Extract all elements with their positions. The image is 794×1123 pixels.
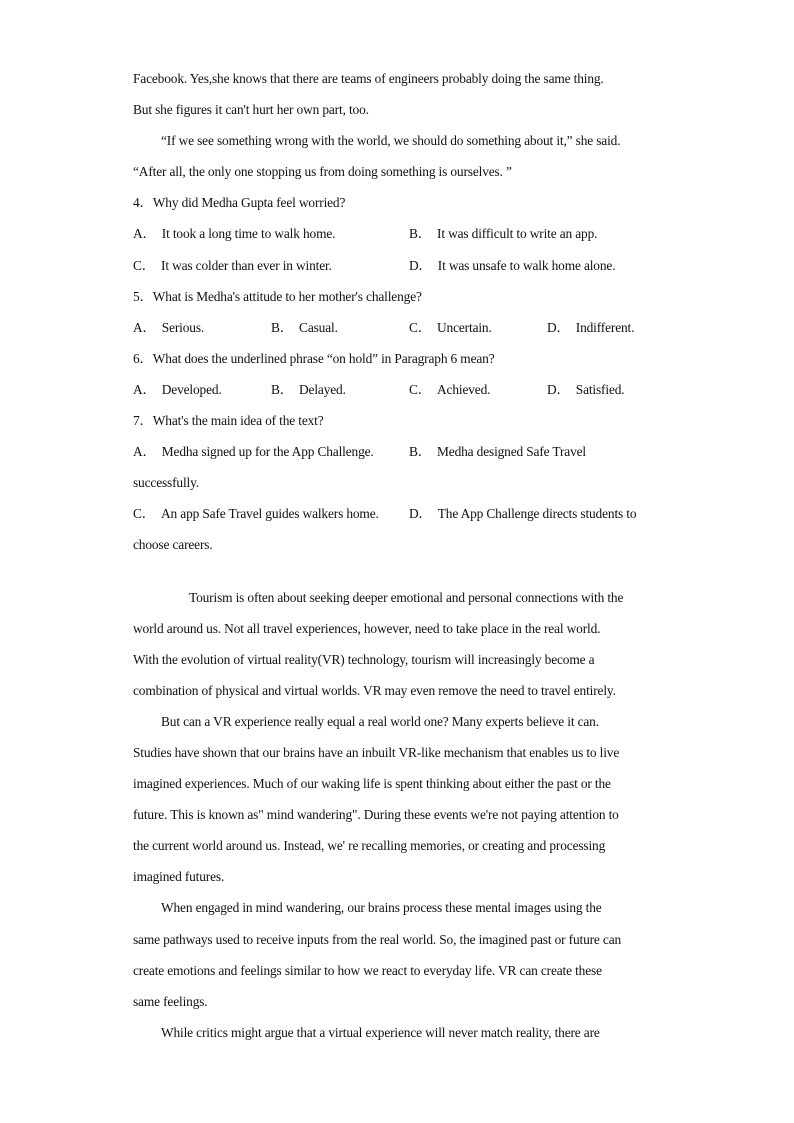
paragraph-line: With the evolution of virtual reality(VR) technology, tourism will increasingly become a bbox=[133, 651, 595, 667]
question-stem: 5．What is Medha's attitude to her mother's challenge? bbox=[133, 288, 422, 304]
option-row bbox=[133, 374, 663, 405]
paragraph-line: same feelings. bbox=[133, 993, 208, 1009]
paragraph-line: same pathways used to receive inputs from the real world. So, the imagined past or future can bbox=[133, 931, 622, 947]
paragraph-line: When engaged in mind wandering, our brains process these mental images using the bbox=[161, 900, 602, 916]
option-c: C． An app Safe Travel guides walkers home. bbox=[133, 506, 379, 522]
option-d: D． Satisfied. bbox=[547, 381, 625, 397]
option-a: A． Serious. bbox=[133, 319, 205, 335]
paragraph-line: “After all, the only one stopping us from doing something is ourselves. ” bbox=[133, 164, 512, 180]
option-c: C． It was colder than ever in winter. bbox=[133, 257, 332, 273]
paragraph-line: combination of physical and virtual worlds. VR may even remove the need to travel entirely. bbox=[133, 682, 616, 698]
option-d: D． Indifferent. bbox=[547, 319, 635, 335]
option-d: D． The App Challenge directs students to bbox=[409, 506, 637, 522]
option-b-continuation: successfully. bbox=[133, 475, 199, 491]
paragraph-line: imagined experiences. Much of our waking life is spent thinking about either the past or the bbox=[133, 776, 611, 792]
option-row bbox=[133, 312, 663, 343]
option-a: A． It took a long time to walk home. bbox=[133, 226, 336, 242]
paragraph-line: world around us. Not all travel experiences, however, need to take place in the real world. bbox=[133, 620, 601, 636]
paragraph-line: Studies have shown that our brains have an inbuilt VR-like mechanism that enables us to live bbox=[133, 744, 620, 760]
section-gap bbox=[133, 561, 663, 582]
option-d: D． It was unsafe to walk home alone. bbox=[409, 257, 616, 273]
option-a: A． Medha signed up for the App Challenge. bbox=[133, 444, 374, 460]
paragraph-line: While critics might argue that a virtual experience will never match reality, there are bbox=[161, 1024, 600, 1040]
option-row bbox=[133, 498, 663, 529]
option-row bbox=[133, 218, 663, 249]
option-row bbox=[133, 250, 663, 281]
document-page bbox=[133, 63, 663, 1048]
option-b: B． Delayed. bbox=[271, 381, 346, 397]
paragraph-line: the current world around us. Instead, we' re recalling memories, or creating and processing bbox=[133, 838, 606, 854]
option-b: B． Medha designed Safe Travel bbox=[409, 444, 586, 460]
option-b: B． It was difficult to write an app. bbox=[409, 226, 598, 242]
option-row bbox=[133, 436, 663, 467]
paragraph-line: imagined futures. bbox=[133, 869, 225, 885]
paragraph-line: But she figures it can't hurt her own part, too. bbox=[133, 102, 369, 118]
option-b: B． Casual. bbox=[271, 319, 338, 335]
option-c: C． Uncertain. bbox=[409, 319, 492, 335]
paragraph-line: “If we see something wrong with the world, we should do something about it,” she said. bbox=[161, 133, 621, 149]
paragraph-line: create emotions and feelings similar to how we react to everyday life. VR can create these bbox=[133, 962, 602, 978]
option-d-continuation: choose careers. bbox=[133, 537, 213, 553]
paragraph-line: Facebook. Yes,she knows that there are teams of engineers probably doing the same thing. bbox=[133, 71, 604, 86]
question-stem: 7．What's the main idea of the text? bbox=[133, 413, 324, 429]
option-a: A． Developed. bbox=[133, 381, 222, 397]
paragraph-line: future. This is known as" mind wandering". During these events we're not paying attention to bbox=[133, 807, 619, 823]
question-stem: 4．Why did Medha Gupta feel worried? bbox=[133, 195, 346, 211]
paragraph-line: But can a VR experience really equal a real world one? Many experts believe it can. bbox=[161, 713, 599, 729]
paragraph-line: Tourism is often about seeking deeper emotional and personal connections with the bbox=[189, 589, 624, 605]
option-c: C． Achieved. bbox=[409, 381, 491, 397]
question-stem: 6．What does the underlined phrase “on hold” in Paragraph 6 mean? bbox=[133, 350, 495, 366]
